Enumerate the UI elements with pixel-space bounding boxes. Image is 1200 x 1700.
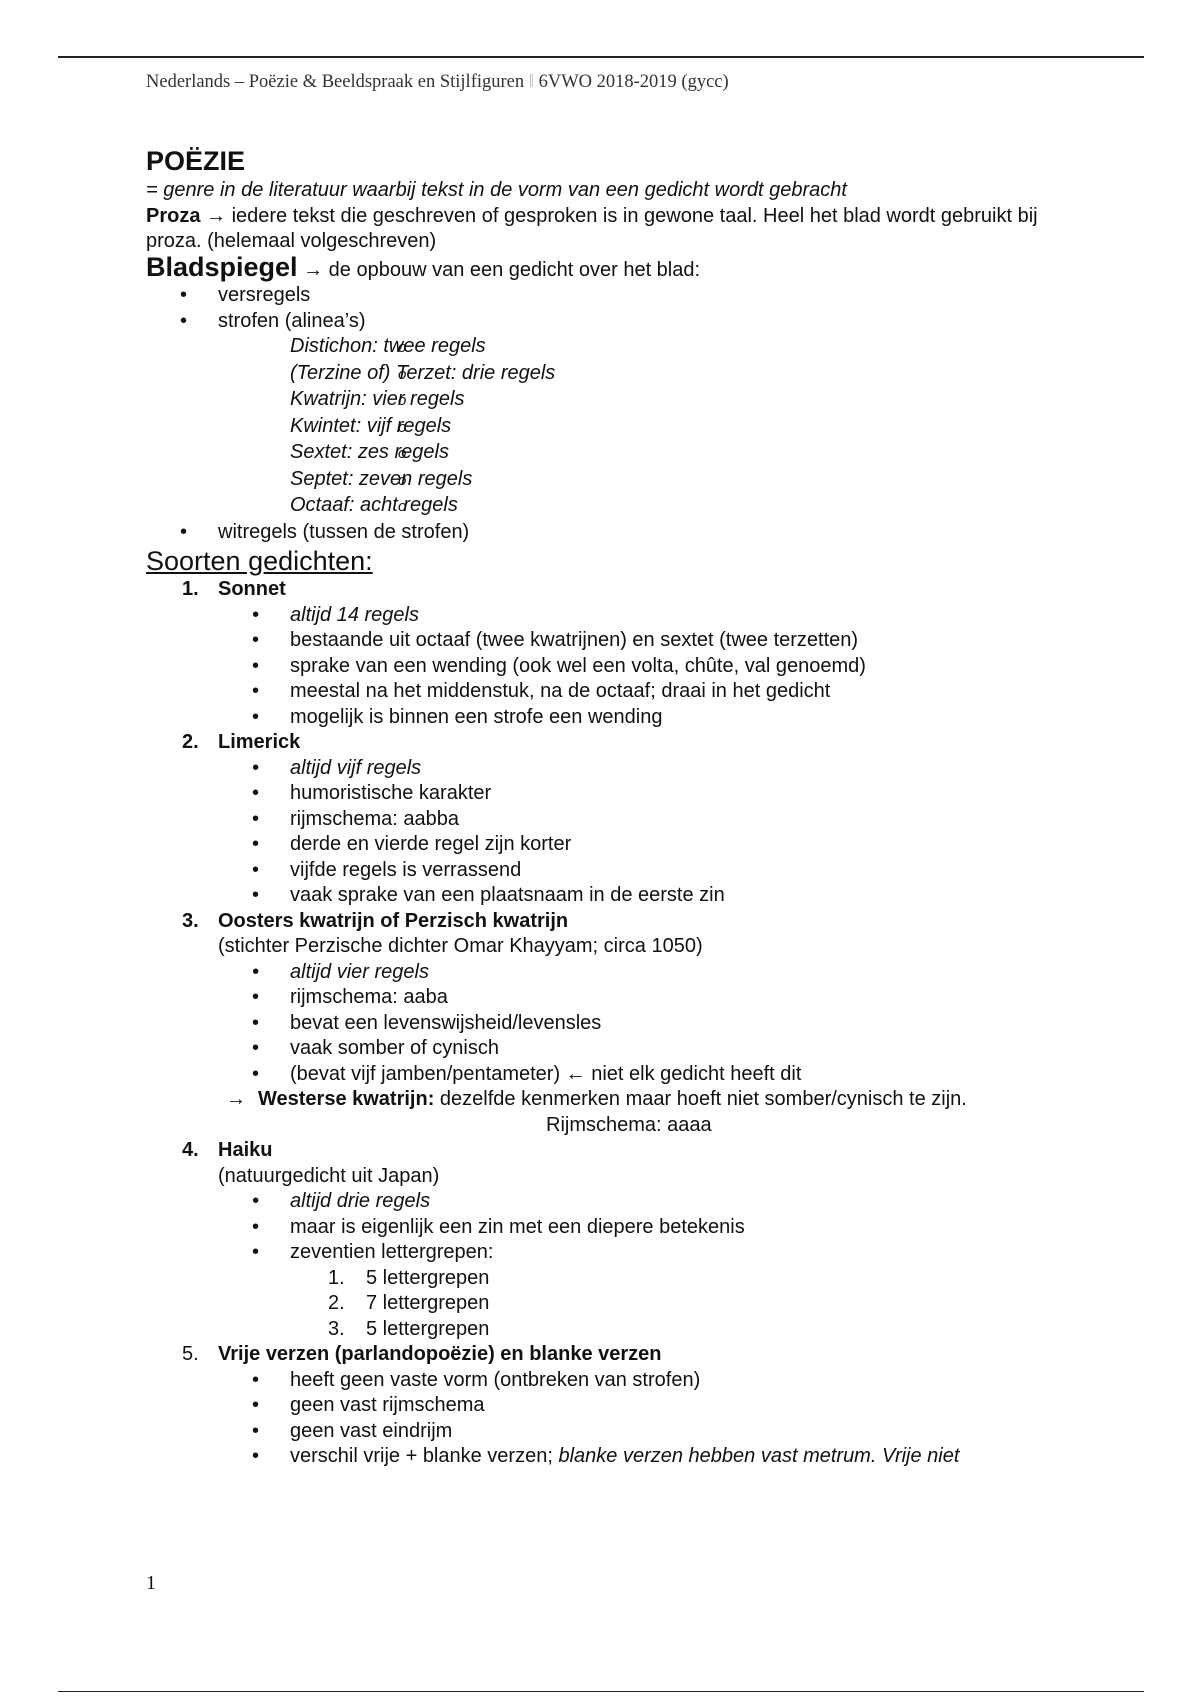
type-number: 5. xyxy=(182,1343,199,1365)
bladspiegel-list xyxy=(146,283,1086,334)
list-item: • vaak sprake van een plaatsnaam in de eerste zin xyxy=(218,883,1086,909)
page-title: POËZIE xyxy=(146,146,246,176)
type-number: 3. xyxy=(182,909,199,932)
haiku-list xyxy=(146,1189,1086,1266)
poezie-definition: = genre in de literatuur waarbij tekst in de vorm van een gedicht wordt gebracht xyxy=(146,179,847,201)
syllable-list xyxy=(146,1266,1086,1343)
list-item: • altijd vijf regels xyxy=(218,756,1086,782)
bladspiegel-text: → de opbouw van een gedicht over het blad: xyxy=(297,258,701,281)
top-rule xyxy=(58,56,1144,58)
type-name: Sonnet xyxy=(218,578,286,600)
type-name: Haiku xyxy=(218,1139,273,1161)
list-item: • mogelijk is binnen een strofe een wending xyxy=(218,705,1086,731)
limerick-list xyxy=(146,756,1086,909)
header-course: 6VWO 2018-2019 (gycc) xyxy=(538,72,729,92)
list-item: • maar is eigenlijk een zin met een diepere betekenis xyxy=(218,1215,1086,1241)
westerse-rijmschema: Rijmschema: aaaa xyxy=(546,1113,712,1136)
list-item-italic: blanke verzen hebben vast metrum. Vrije niet xyxy=(558,1445,960,1467)
list-item xyxy=(218,1317,1086,1343)
list-item: • altijd 14 regels xyxy=(218,603,1086,629)
proza-term: Proza xyxy=(146,204,201,227)
list-item: o Sextet: zes regels xyxy=(290,440,1086,467)
proza-text: → iedere tekst die geschreven of gesproken is in gewone taal. Heel het blad wordt gebruikt bij proza. (helemaal volgeschreven) xyxy=(146,204,1038,252)
type-name: Oosters kwatrijn of Perzisch kwatrijn xyxy=(218,909,569,932)
type-note-text: (natuurgedicht uit Japan) xyxy=(218,1164,440,1187)
type-number: 1. xyxy=(182,578,199,600)
document-body xyxy=(146,144,1086,1470)
syllable-text: 7 lettergrepen xyxy=(366,1292,490,1314)
type-limerick xyxy=(146,730,1086,756)
list-item: • rijmschema: aaba xyxy=(218,985,1086,1011)
list-item: • vaak somber of cynisch xyxy=(218,1036,1086,1062)
list-item: o Kwintet: vijf regels xyxy=(290,414,1086,441)
westerse-kwatrijn-text: dezelfde kenmerken maar hoeft niet somber/cynisch te zijn. xyxy=(434,1088,967,1110)
list-item: o Octaaf: acht regels xyxy=(290,493,1086,520)
list-item xyxy=(218,1444,1086,1470)
list-item: • zeventien lettergrepen: xyxy=(218,1240,1086,1266)
syllable-text: 5 lettergrepen xyxy=(366,1317,490,1340)
list-item: • bestaande uit octaaf (twee kwatrijnen) en sextet (twee terzetten) xyxy=(218,628,1086,654)
page-number: 1 xyxy=(146,1572,156,1594)
list-item: • derde en vierde regel zijn korter xyxy=(218,832,1086,858)
soorten-heading: Soorten gedichten: xyxy=(146,546,373,576)
page-header xyxy=(146,72,729,93)
list-item: o (Terzine of) Terzet: drie regels xyxy=(290,361,1086,388)
type-sonnet xyxy=(146,577,1086,603)
list-item: • witregels (tussen de strofen) xyxy=(146,520,1086,546)
type-number: 2. xyxy=(182,731,199,753)
list-item xyxy=(218,1291,1086,1317)
list-item: • heeft geen vaste vorm (ontbreken van strofen) xyxy=(218,1368,1086,1394)
list-item xyxy=(218,1266,1086,1292)
header-separator: ‖ xyxy=(528,72,534,92)
type-note xyxy=(146,934,1086,960)
type-kwatrijn xyxy=(146,909,1086,935)
westerse-kwatrijn-line xyxy=(146,1087,1086,1113)
list-item: o Septet: zeven regels xyxy=(290,467,1086,494)
list-item: • altijd vier regels xyxy=(218,960,1086,986)
list-item: • versregels xyxy=(146,283,1086,309)
list-item: • rijmschema: aabba xyxy=(218,807,1086,833)
arrow-right-icon: → xyxy=(226,1088,246,1110)
list-item: • geen vast rijmschema xyxy=(218,1393,1086,1419)
list-item: • meestal na het middenstuk, na de octaaf; draai in het gedicht xyxy=(218,679,1086,705)
list-item: • bevat een levenswijsheid/levensles xyxy=(218,1011,1086,1037)
type-name: Limerick xyxy=(218,731,301,753)
list-item: • altijd drie regels xyxy=(218,1189,1086,1215)
poem-types-list xyxy=(146,730,1086,756)
syllable-text: 5 lettergrepen xyxy=(366,1266,490,1289)
vrije-verzen-list xyxy=(146,1368,1086,1470)
list-item: • sprake van een wending (ook wel een volta, chûte, val genoemd) xyxy=(218,654,1086,680)
header-text: Nederlands – Poëzie & Beeldspraak en Stijlfiguren xyxy=(146,72,525,92)
sonnet-list xyxy=(146,603,1086,731)
type-haiku xyxy=(146,1138,1086,1164)
kwatrijn-list xyxy=(146,960,1086,1088)
list-item: o Distichon: twee regels xyxy=(290,334,1086,361)
poem-types-list xyxy=(146,577,1086,603)
poem-types-list xyxy=(146,909,1086,960)
poem-types-list xyxy=(146,1342,1086,1368)
type-name: Vrije verzen (parlandopoëzie) en blanke verzen xyxy=(218,1343,662,1365)
poem-types-list xyxy=(146,1138,1086,1189)
list-item-label: strofen (alinea’s) xyxy=(218,309,366,332)
list-item: • geen vast eindrijm xyxy=(218,1419,1086,1445)
list-item: • humoristische karakter xyxy=(218,781,1086,807)
proza-paragraph xyxy=(146,204,1086,255)
list-item xyxy=(146,309,1086,335)
type-note-text: (stichter Perzische dichter Omar Khayyam; circa 1050) xyxy=(218,935,703,957)
type-number: 4. xyxy=(182,1139,199,1161)
list-item-text: verschil vrije + blanke verzen; xyxy=(290,1445,559,1467)
list-item: • vijfde regels is verrassend xyxy=(218,858,1086,884)
strofen-sublist xyxy=(146,334,1086,520)
type-vrije-verzen xyxy=(146,1342,1086,1368)
type-note xyxy=(146,1164,1086,1190)
bladspiegel-list-end xyxy=(146,520,1086,546)
bottom-rule xyxy=(58,1691,1144,1692)
syllable-number: 3. xyxy=(328,1317,345,1340)
syllable-number: 1. xyxy=(328,1266,345,1289)
westerse-kwatrijn-term: Westerse kwatrijn: xyxy=(258,1088,435,1110)
syllable-number: 2. xyxy=(328,1292,345,1314)
list-item: • (bevat vijf jamben/pentameter) ← niet elk gedicht heeft dit xyxy=(218,1062,1086,1088)
bladspiegel-term: Bladspiegel xyxy=(146,251,298,282)
bladspiegel-heading xyxy=(146,251,1086,284)
list-item: o Kwatrijn: vier regels xyxy=(290,387,1086,414)
